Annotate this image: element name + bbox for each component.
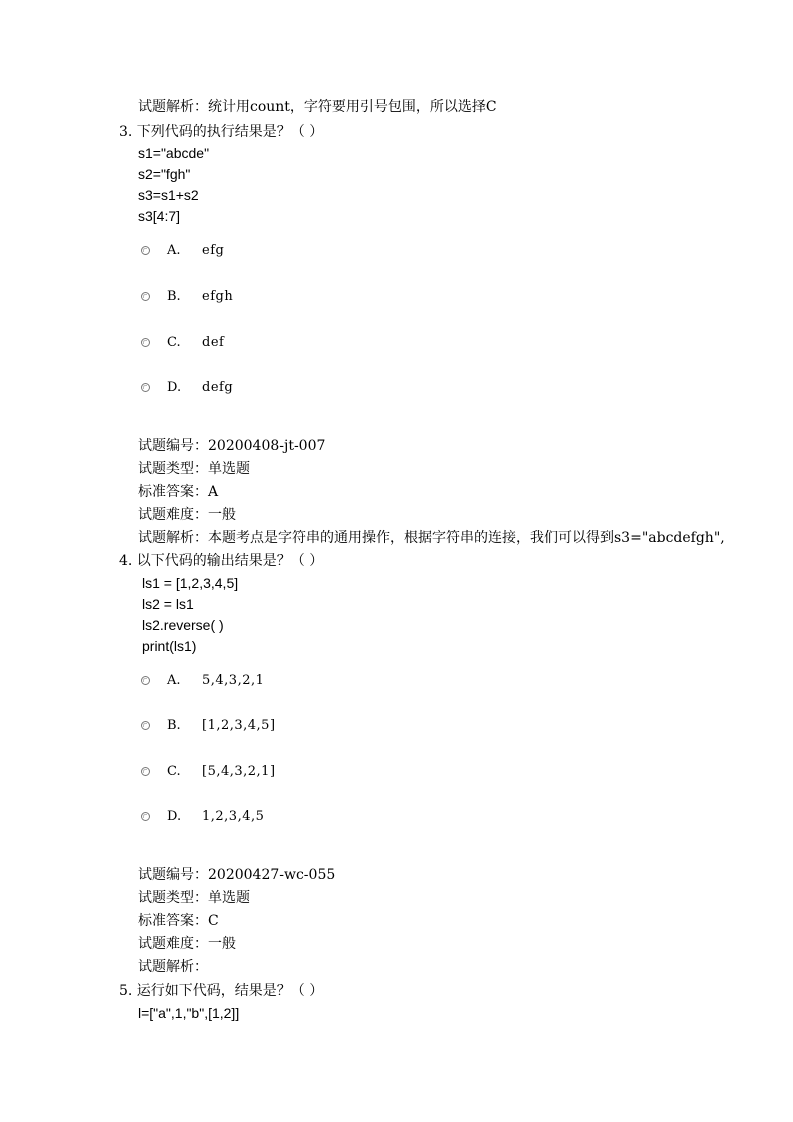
q3-type: 试题类型：单选题 (138, 461, 250, 477)
q3-code-line-4: s3[4:7] (138, 208, 181, 224)
radio-icon[interactable] (141, 383, 150, 392)
q4-id: 试题编号：20200427-wc-055 (138, 867, 336, 883)
option-text: def (202, 335, 225, 350)
radio-icon[interactable] (141, 812, 150, 821)
option-text: efg (202, 243, 225, 258)
q4-code-line-4: print(ls1) (142, 638, 197, 654)
radio-icon[interactable] (141, 676, 150, 685)
q3-difficulty: 试题难度：一般 (138, 507, 236, 523)
option-letter: A. (167, 673, 181, 688)
q5-code-line-1: l=["a",1,"b",[1,2]] (138, 1005, 240, 1021)
q4-analysis: 试题解析： (138, 959, 208, 975)
option-text: 5,4,3,2,1 (202, 673, 265, 688)
option-text: [1,2,3,4,5] (202, 718, 276, 733)
q3-code-line-2: s2="fgh" (138, 166, 191, 182)
question-5-text: 5. 运行如下代码，结果是？（ ） (119, 983, 324, 999)
radio-icon[interactable] (141, 246, 150, 255)
question-4-text: 4. 以下代码的输出结果是？（ ） (119, 553, 324, 569)
option-letter: A. (167, 243, 181, 258)
q4-difficulty: 试题难度：一般 (138, 936, 236, 952)
q4-type: 试题类型：单选题 (138, 890, 250, 906)
q4-code-line-3: ls2.reverse( ) (142, 617, 224, 633)
radio-icon[interactable] (141, 292, 150, 301)
option-letter: C. (167, 764, 181, 779)
q3-code-line-1: s1="abcde" (138, 145, 210, 161)
radio-icon[interactable] (141, 767, 150, 776)
q3-analysis: 试题解析：本题考点是字符串的通用操作，根据字符串的连接，我们可以得到s3="abcdefgh", (138, 530, 725, 546)
option-letter: C. (167, 335, 181, 350)
option-letter: D. (167, 380, 182, 395)
option-letter: D. (167, 809, 182, 824)
option-letter: B. (167, 718, 181, 733)
q3-id: 试题编号：20200408-jt-007 (138, 438, 326, 454)
radio-icon[interactable] (141, 338, 150, 347)
radio-icon[interactable] (141, 721, 150, 730)
q3-answer: 标准答案：A (138, 484, 219, 500)
q4-code-line-2: ls2 = ls1 (142, 596, 194, 612)
option-text: 1,2,3,4,5 (202, 809, 265, 824)
prev-analysis: 试题解析：统计用count，字符要用引号包围，所以选择C (138, 99, 497, 115)
q4-answer: 标准答案：C (138, 913, 219, 929)
q4-code-line-1: ls1 = [1,2,3,4,5] (142, 575, 239, 591)
option-text: efgh (202, 289, 234, 304)
option-text: [5,4,3,2,1] (202, 764, 276, 779)
question-3-text: 3. 下列代码的执行结果是？（ ） (119, 124, 324, 140)
option-letter: B. (167, 289, 181, 304)
option-text: defg (202, 380, 234, 395)
q3-code-line-3: s3=s1+s2 (138, 187, 199, 203)
